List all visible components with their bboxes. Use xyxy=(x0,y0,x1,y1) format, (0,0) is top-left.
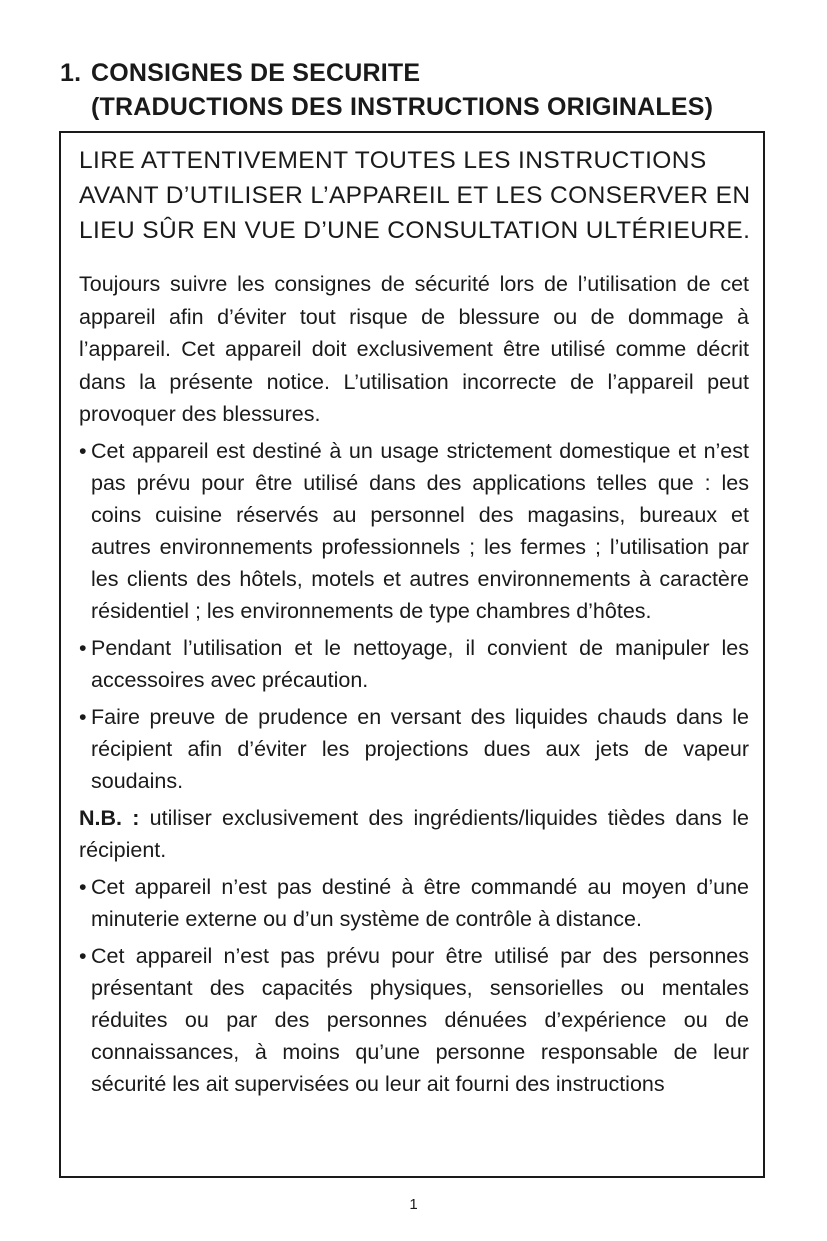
bullet-hot-liquids xyxy=(79,701,749,797)
nb-note xyxy=(79,802,749,867)
bullet-reduced-capacities xyxy=(79,940,749,1100)
bullet-domestic-use xyxy=(79,435,749,627)
bullet-no-timer xyxy=(79,871,749,935)
bullet-marker: • xyxy=(79,635,87,660)
bullet-marker: • xyxy=(79,943,87,968)
section-number: 1. xyxy=(60,59,82,87)
bullet-text: Faire preuve de prudence en versant des liquides chauds dans le récipient afin d’éviter les projections dues aux jets de vapeur soudains. xyxy=(91,704,749,793)
bullet-text: Cet appareil n’est pas destiné à être commandé au moyen d’une minuterie externe ou d’un système de contrôle à distance. xyxy=(91,874,749,931)
bullet-accessories-care xyxy=(79,632,749,696)
section-title: CONSIGNES DE SECURITE xyxy=(91,59,421,87)
intro-paragraph: Toujours suivre les consignes de sécurité lors de l’utilisation de cet appareil afin d’éviter tout risque de blessure ou de dommage à l’appareil. Cet appareil doit exclusivement être utilisé comme décrit dans la présente notice. L’utilisation incorrecte de l’appareil peut provoquer des blessures. xyxy=(79,272,749,426)
warning-line-1: LIRE ATTENTIVEMENT TOUTES LES INSTRUCTIONS xyxy=(79,147,707,174)
nb-text: utiliser exclusivement des ingrédients/liquides tièdes dans le récipient. xyxy=(79,805,749,862)
nb-label: N.B. : xyxy=(79,805,140,830)
bullet-text: Cet appareil n’est pas prévu pour être utilisé par des personnes présentant des capacités physiques, sensorielles ou mentales réduites ou par des personnes dénuées d’expérience ou de connaissances, à moins qu’une personne responsable de leur sécurité les ait supervisées ou leur ait fourni des instructions xyxy=(91,943,749,1096)
bullet-text: Pendant l’utilisation et le nettoyage, il convient de manipuler les accessoires avec précaution. xyxy=(91,635,749,692)
page-number: 1 xyxy=(409,1196,418,1213)
bullet-marker: • xyxy=(79,874,87,899)
section-heading xyxy=(60,56,780,124)
bullet-marker: • xyxy=(79,438,87,463)
safety-notice-box xyxy=(59,131,765,1178)
read-instructions-warning xyxy=(79,143,749,248)
bullet-text: Cet appareil est destiné à un usage strictement domestique et n’est pas prévu pour être utilisé dans des applications telles que : les coins cuisine réservés au personnel des magasins, bureaux et autres environnements professionnels ; les fermes ; l’utilisation par les clients des hôtels, motels et autres environnements à caractère résidentiel ; les environnements de type chambres d’hôtes. xyxy=(91,438,749,623)
warning-line-2: AVANT D’UTILISER L’APPAREIL ET LES CONSERVER EN xyxy=(79,182,751,209)
section-subtitle: (TRADUCTIONS DES INSTRUCTIONS ORIGINALES) xyxy=(91,93,714,121)
safety-notice-content xyxy=(79,143,749,1105)
warning-line-3: LIEU SÛR EN VUE D’UNE CONSULTATION ULTÉRIEURE. xyxy=(79,217,751,244)
bullet-marker: • xyxy=(79,704,87,729)
